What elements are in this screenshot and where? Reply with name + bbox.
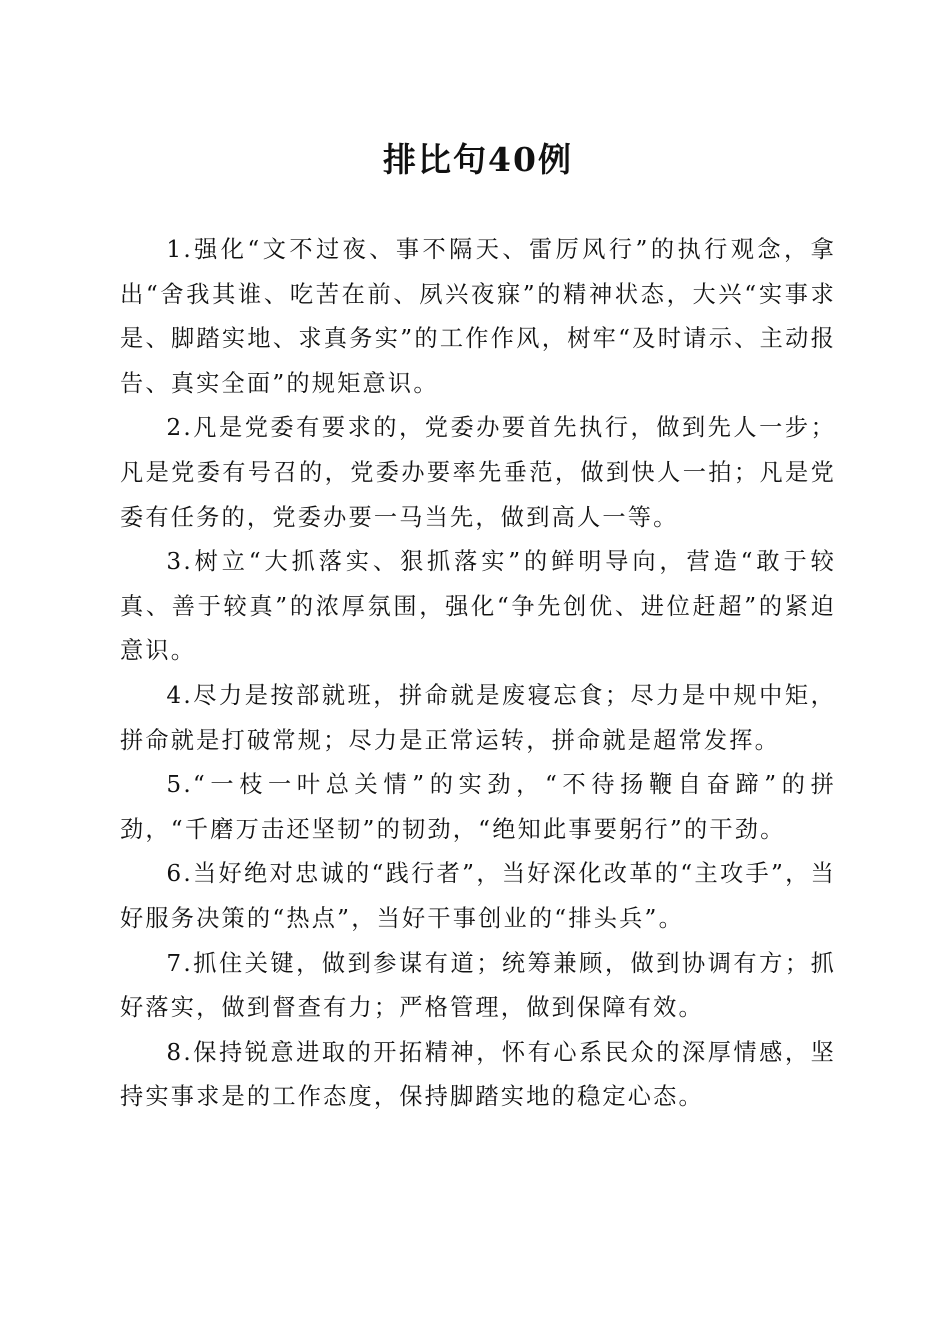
paragraph-4: 4.尽力是按部就班，拼命就是废寝忘食；尽力是中规中矩，拼命就是打破常规；尽力是正常运转，拼命就是超常发挥。: [120, 681, 836, 754]
paragraph-8: 8.保持锐意进取的开拓精神，怀有心系民众的深厚情感，坚持实事求是的工作态度，保持脚踏实地的稳定心态。: [120, 1038, 836, 1111]
paragraph-7: 7.抓住关键，做到参谋有道；统筹兼顾，做到协调有方；抓好落实，做到督查有力；严格管理，做到保障有效。: [120, 949, 836, 1022]
paragraph-5: 5.“一枝一叶总关情”的实劲，“不待扬鞭自奋蹄”的拼劲，“千磨万击还坚韧”的韧劲，“绝知此事要躬行”的干劲。: [120, 771, 836, 843]
paragraph-6: 6.当好绝对忠诚的“践行者”，当好深化改革的“主攻手”，当好服务决策的“热点”，当好干事创业的“排头兵”。: [120, 860, 836, 932]
paragraph-2: 2.凡是党委有要求的，党委办要首先执行，做到先人一步；凡是党委有号召的，党委办要率先垂范，做到快人一拍；凡是党委有任务的，党委办要一马当先，做到高人一等。: [120, 414, 836, 531]
document-title: 排比句40例: [383, 140, 573, 179]
paragraph-1: 1.强化“文不过夜、事不隔天、雷厉风行”的执行观念，拿出“舍我其谁、吃苦在前、夙兴夜寐”的精神状态，大兴“实事求是、脚踏实地、求真务实”的工作作风，树牢“及时请示、主动报告、真实全面”的规矩意识。: [120, 236, 836, 397]
document-body: [120, 228, 836, 1120]
paragraph-3: 3.树立“大抓落实、狠抓落实”的鲜明导向，营造“敢于较真、善于较真”的浓厚氛围，强化“争先创优、进位赶超”的紧迫意识。: [120, 548, 836, 665]
